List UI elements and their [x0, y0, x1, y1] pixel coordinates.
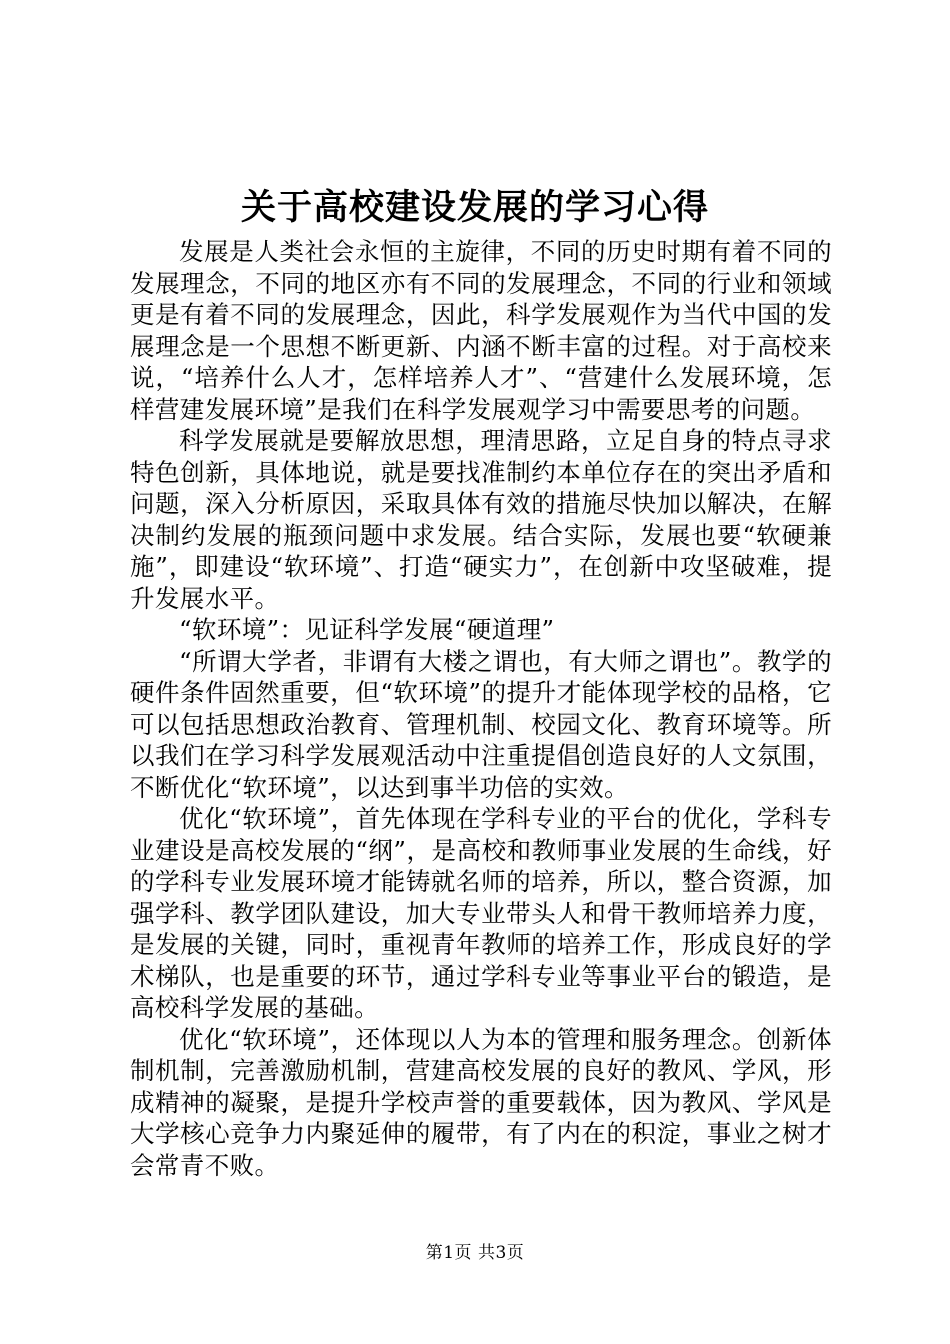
- paragraph-5: 优化“软环境”，还体现以人为本的管理和服务理念。创新体制机制，完善激励机制，营建高校发展的良好的教风、学风，形成精神的凝聚，是提升学校声誉的重要载体，因为教风、学风是大学核心竞争力内聚延伸的履带，有了内在的积淀，事业之树才会常青不败。: [130, 1024, 832, 1180]
- paragraph-3: “所谓大学者，非谓有大楼之谓也，有大师之谓也”。教学的硬件条件固然重要，但“软环境”的提升才能体现学校的品格，它可以包括思想政治教育、管理机制、校园文化、教育环境等。所以我们在学习科学发展观活动中注重提倡创造良好的人文氛围，不断优化“软环境”，以达到事半功倍的实效。: [130, 646, 832, 802]
- paragraph-4: 优化“软环境”，首先体现在学科专业的平台的优化，学科专业建设是高校发展的“纲”，是高校和教师事业发展的生命线，好的学科专业发展环境才能铸就名师的培养，所以，整合资源，加强学科、教学团队建设，加大专业带头人和骨干教师培养力度，是发展的关键，同时，重视青年教师的培养工作，形成良好的学术梯队，也是重要的环节，通过学科专业等事业平台的锻造，是高校科学发展的基础。: [130, 804, 832, 1022]
- section-heading: “软环境”：见证科学发展“硬道理”: [179, 615, 555, 644]
- document-body: [130, 236, 832, 1181]
- paragraph-1: 发展是人类社会永恒的主旋律，不同的历史时期有着不同的发展理念，不同的地区亦有不同的发展理念，不同的行业和领域更是有着不同的发展理念，因此，科学发展观作为当代中国的发展理念是一个思想不断更新、内涵不断丰富的过程。对于高校来说，“培养什么人才，怎样培养人才”、“营建什么发展环境，怎样营建发展环境”是我们在科学发展观学习中需要思考的问题。: [130, 237, 832, 424]
- page-number: 第1页 共3页: [425, 1243, 525, 1263]
- document-title: 关于高校建设发展的学习心得: [240, 187, 709, 228]
- paragraph-2: 科学发展就是要解放思想，理清思路，立足自身的特点寻求特色创新，具体地说，就是要找准制约本单位存在的突出矛盾和问题，深入分析原因，采取具体有效的措施尽快加以解决，在解决制约发展的瓶颈问题中求发展。结合实际，发展也要“软硬兼施”，即建设“软环境”、打造“硬实力”，在创新中攻坚破难，提升发展水平。: [130, 426, 832, 613]
